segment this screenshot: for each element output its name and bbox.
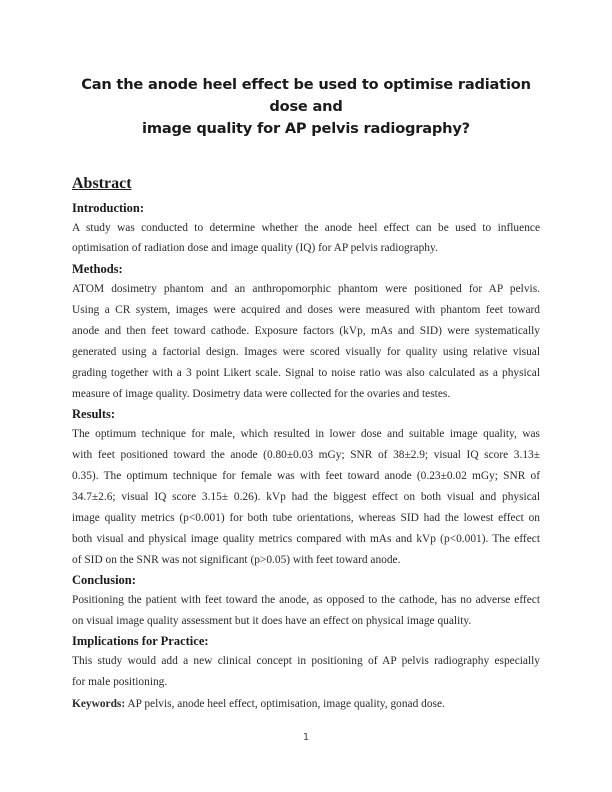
results-line: with feet positioned toward the anode (0.80±0.03 mGy; SNR of 38±2.9; visual IQ score 3.13± bbox=[72, 449, 540, 461]
methods-line: anode and then feet toward cathode. Exposure factors (kVp, mAs and SID) were systematically bbox=[72, 325, 540, 337]
title-line-1: Can the anode heel effect be used to optimise radiation dose and bbox=[81, 76, 531, 115]
introduction-heading: Introduction: bbox=[72, 201, 145, 215]
conclusion-heading: Conclusion: bbox=[72, 573, 136, 587]
page-number: 1 bbox=[302, 732, 310, 743]
results-line: image quality metrics (p<0.001) for both tube orientations, whereas SID had the lowest effect on bbox=[72, 512, 540, 524]
introduction-line: A study was conducted to determine whether the anode heel effect can be used to influence bbox=[72, 222, 540, 234]
implications-heading: Implications for Practice: bbox=[72, 634, 209, 648]
methods-line: measure of image quality. Dosimetry data were collected for the ovaries and testes. bbox=[72, 388, 451, 400]
methods-line: generated using a factorial design. Images were scored visually for quality using relative visual bbox=[72, 346, 540, 358]
keywords-text: AP pelvis, anode heel effect, optimisation, image quality, gonad dose. bbox=[125, 698, 445, 710]
implications-line: This study would add a new clinical concept in positioning of AP pelvis radiography especially bbox=[72, 655, 540, 667]
methods-heading: Methods: bbox=[72, 262, 123, 276]
results-line: 0.35). The optimum technique for female was with feet toward anode (0.23±0.02 mGy; SNR of bbox=[72, 470, 540, 482]
keywords-label: Keywords: bbox=[72, 698, 126, 710]
paper-title bbox=[60, 74, 552, 140]
results-line: both visual and physical image quality metrics compared with mAs and kVp (p<0.001). The effect bbox=[72, 533, 540, 545]
results-heading: Results: bbox=[72, 407, 116, 421]
conclusion-line: Positioning the patient with feet toward the anode, as opposed to the cathode, has no adverse effect bbox=[72, 594, 540, 606]
results-line: of SID on the SNR was not significant (p>0.05) with feet toward anode. bbox=[72, 554, 401, 566]
results-line: The optimum technique for male, which resulted in lower dose and suitable image quality, was bbox=[72, 428, 540, 440]
conclusion-line: on visual image quality assessment but it does have an effect on physical image quality. bbox=[72, 615, 472, 627]
methods-line: ATOM dosimetry phantom and an anthropomorphic phantom were positioned for AP pelvis. bbox=[72, 283, 540, 295]
methods-line: grading together with a 3 point Likert scale. Signal to noise ratio was also calculated as a physical bbox=[72, 367, 540, 379]
introduction-line: optimisation of radiation dose and image quality (IQ) for AP pelvis radiography. bbox=[72, 242, 438, 254]
methods-line: Using a CR system, images were acquired and doses were measured with phantom feet toward bbox=[72, 304, 540, 316]
implications-line: for male positioning. bbox=[72, 676, 168, 688]
results-line: 34.7±2.6; visual IQ score 3.15± 0.26). kVp had the biggest effect on both visual and physical bbox=[72, 491, 540, 503]
title-line-2: image quality for AP pelvis radiography? bbox=[142, 120, 470, 137]
keywords-line bbox=[72, 694, 540, 714]
abstract-heading: Abstract bbox=[72, 175, 132, 192]
